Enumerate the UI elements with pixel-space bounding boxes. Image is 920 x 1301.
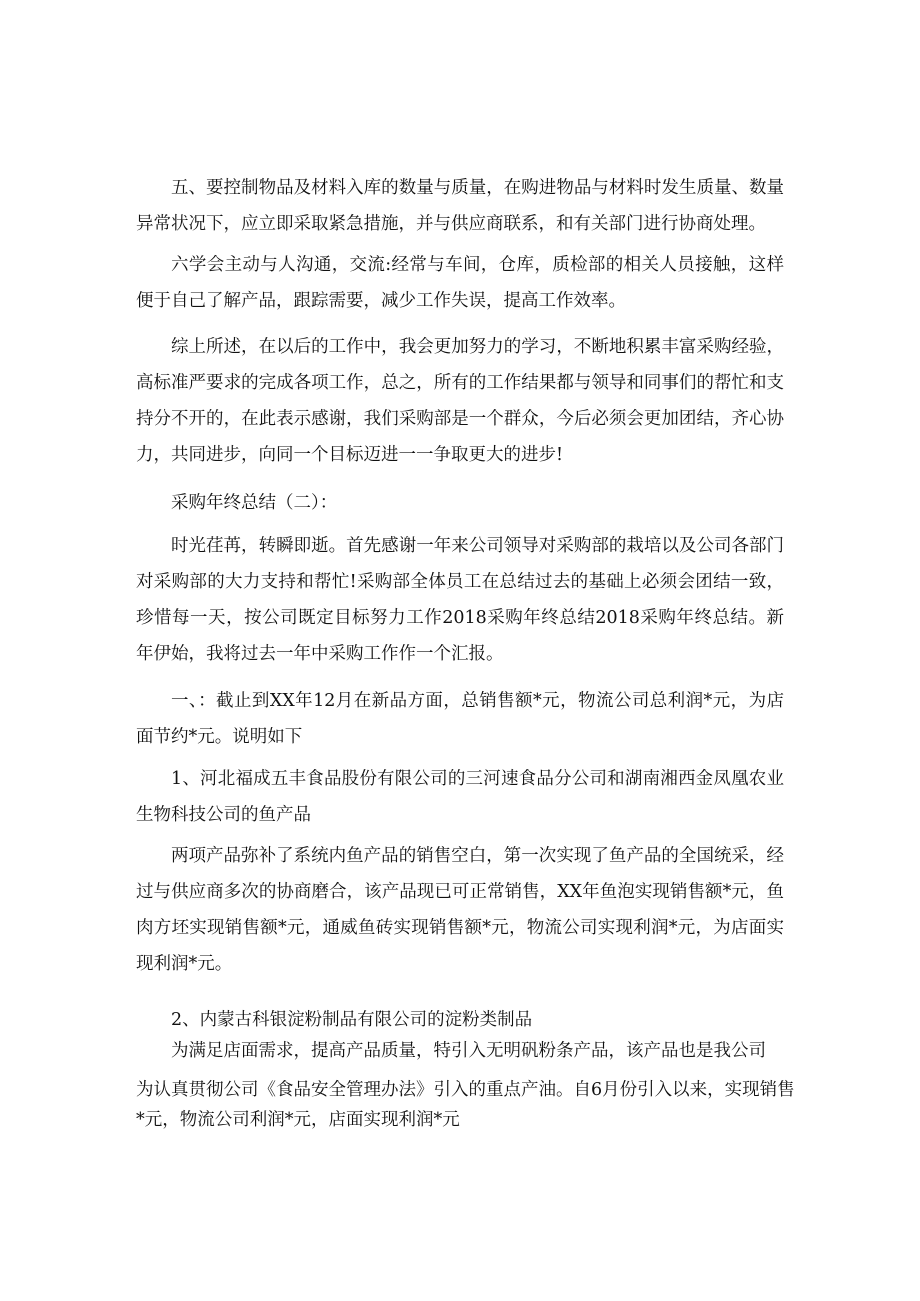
paragraph-subitem-one: 1、河北福成五丰食品股份有限公司的三河速食品分公司和湖南湘西金凤凰农业生物科技公司的鱼产品 — [136, 769, 784, 825]
paragraph-subitem-two: 2、内蒙古科银淀粉制品有限公司的淀粉类制品 — [171, 1010, 533, 1030]
trailing-line-2: 为认真贯彻公司《食品安全管理办法》引入的重点产油。自6月份引入以来，实现销售 — [136, 1080, 795, 1100]
paragraph-item-one: 一、：截止到XX年12月在新品方面，总销售额*元，物流公司总利润*元，为店面节约*元。说明如下 — [136, 691, 784, 747]
trailing-line-3: *元，物流公司利润*元，店面实现利润*元 — [136, 1110, 460, 1130]
trailing-line-1: 为满足店面需求，提高产品质量，特引入无明矾粉条产品，该产品也是我公司 — [171, 1041, 766, 1061]
paragraph-intro: 时光荏苒，转瞬即逝。首先感谢一年来公司领导对采购部的栽培以及公司各部门对采购部的大力支持和帮忙!采购部全体员工在总结过去的基础上必须会团结一致，珍惜每一天，按公司既定目标努力工作2018采购年终总结2018采购年终总结。新年伊始，我将过去一年中采购工作作一个汇报。 — [136, 536, 784, 664]
paragraph-fish-products: 两项产品弥补了系统内鱼产品的销售空白，第一次实现了鱼产品的全国统采，经过与供应商多次的协商磨合，该产品现已可正常销售，XX年鱼泡实现销售额*元，鱼肉方坯实现销售额*元，通威鱼砖实现销售额*元，物流公司实现利润*元，为店面实现利润*元。 — [136, 846, 784, 974]
paragraph-section-six: 六学会主动与人沟通，交流:经常与车间，仓库，质检部的相关人员接触，这样便于自己了解产品，跟踪需要，减少工作失误，提高工作效率。 — [136, 255, 784, 311]
section-heading: 采购年终总结（二）： — [171, 493, 338, 513]
paragraph-conclusion: 综上所述，在以后的工作中，我会更加努力的学习，不断地积累丰富采购经验，高标准严要求的完成各项工作，总之，所有的工作结果都与领导和同事们的帮忙和支持分不开的，在此表示感谢，我们采购部是一个群众，今后必须会更加团结，齐心协力，共同进步，向同一个目标迈进一一争取更大的进步! — [136, 337, 784, 465]
paragraph-section-five: 五、要控制物品及材料入库的数量与质量，在购进物品与材料时发生质量、数量异常状况下，应立即采取紧急措施，并与供应商联系，和有关部门进行协商处理。 — [136, 178, 784, 234]
